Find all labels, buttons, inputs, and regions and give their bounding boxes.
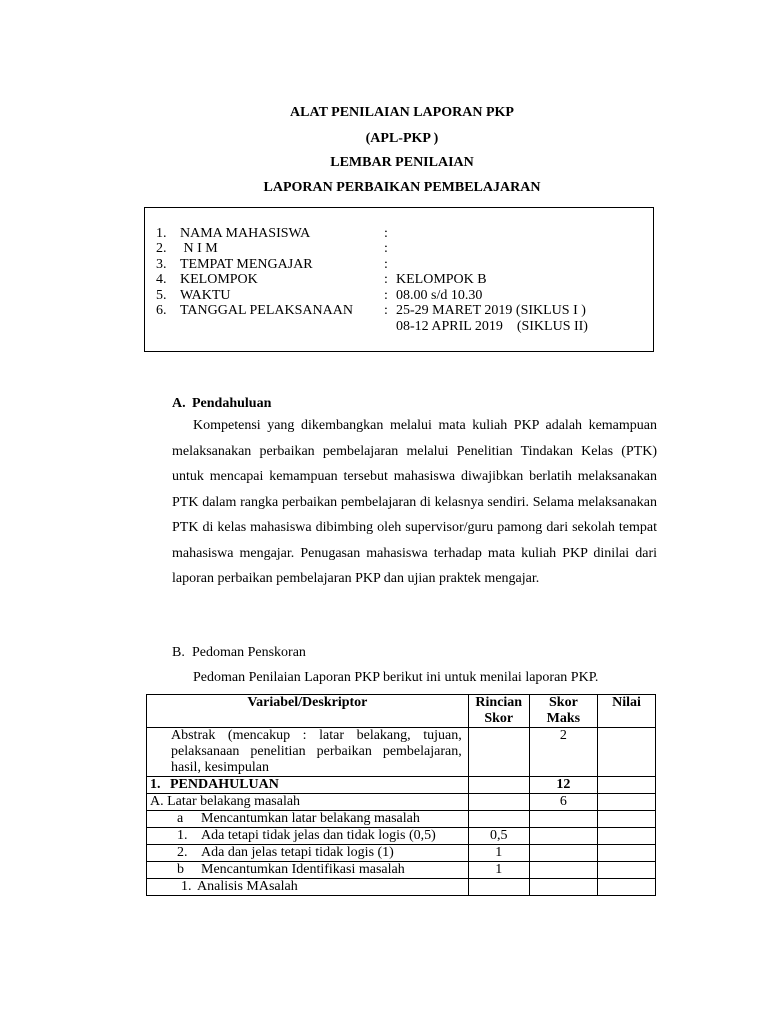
section-b-intro: Pedoman Penilaian Laporan PKP berikut ini untuk menilai laporan PKP. [193, 670, 599, 685]
identity-row: 6. TANGGAL PELAKSANAAN : 25-29 MARET 2019 (SIKLUS I ) [156, 303, 586, 318]
header-skor-maks: Skor Maks [529, 695, 597, 728]
table-row: 1. Analisis MAsalah [147, 879, 656, 896]
header-variabel: Variabel/Deskriptor [147, 695, 469, 728]
report-title: LAPORAN PERBAIKAN PEMBELAJARAN [263, 180, 541, 195]
section-a-paragraph: Kompetensi yang dikembangkan melalui mata kuliah PKP adalah kemampuan melaksanakan perbaikan pembelajaran melalui Penelitian Tindakan Kelas (PTK) untuk mencapai kemampuan tersebut mahasiswa diwajibkan berlatih melaksanakan PTK dalam rangka perbaikan pembelajaran di kelasnya sendiri. Selama melaksanakan PTK di kelas mahasiswa dibimbing oleh supervisor/guru pamong dari sekolah tempat mahasiswa mengajar. Penugasan mahasiswa terhadap mata kuliah PKP dinilai dari laporan perbaikan pembelajaran PKP dan ujian praktek mengajar. [172, 418, 657, 586]
sheet-title: LEMBAR PENILAIAN [330, 155, 474, 170]
table-header-row [147, 695, 656, 728]
identity-row: 2. N I M : [156, 241, 388, 256]
table-row: b Mencantumkan Identifikasi masalah 1 [147, 862, 656, 879]
identity-row: 5. WAKTU : 08.00 s/d 10.30 [156, 288, 483, 303]
document-subtitle: (APL-PKP ) [365, 131, 439, 146]
section-a-heading: A. Pendahuluan [172, 396, 272, 411]
header-rincian: Rincian Skor [468, 695, 529, 728]
identity-row: 4. KELOMPOK : KELOMPOK B [156, 272, 487, 287]
identity-row: 3. TEMPAT MENGAJAR : [156, 257, 388, 272]
table-row: 2. Ada dan jelas tetapi tidak logis (1) 1 [147, 845, 656, 862]
table-row: 1. Ada tetapi tidak jelas dan tidak logis (0,5) 0,5 [147, 828, 656, 845]
identity-row: 08-12 APRIL 2019 (SIKLUS II) [396, 319, 588, 334]
identity-row: 1. NAMA MAHASISWA : [156, 226, 388, 241]
header-nilai: Nilai [598, 695, 656, 728]
table-row: A. Latar belakang masalah 6 [147, 794, 656, 811]
scoring-table [146, 694, 656, 896]
table-row: a Mencantumkan latar belakang masalah [147, 811, 656, 828]
document-title: ALAT PENILAIAN LAPORAN PKP [290, 105, 514, 120]
section-b-heading: B. Pedoman Penskoran [172, 645, 306, 660]
table-row: 1. PENDAHULUAN 12 [147, 777, 656, 794]
table-row: Abstrak (mencakup : latar belakang, tujuan, pelaksanaan penelitian perbaikan pembelajaran, hasil, kesimpulan 2 [147, 728, 656, 777]
